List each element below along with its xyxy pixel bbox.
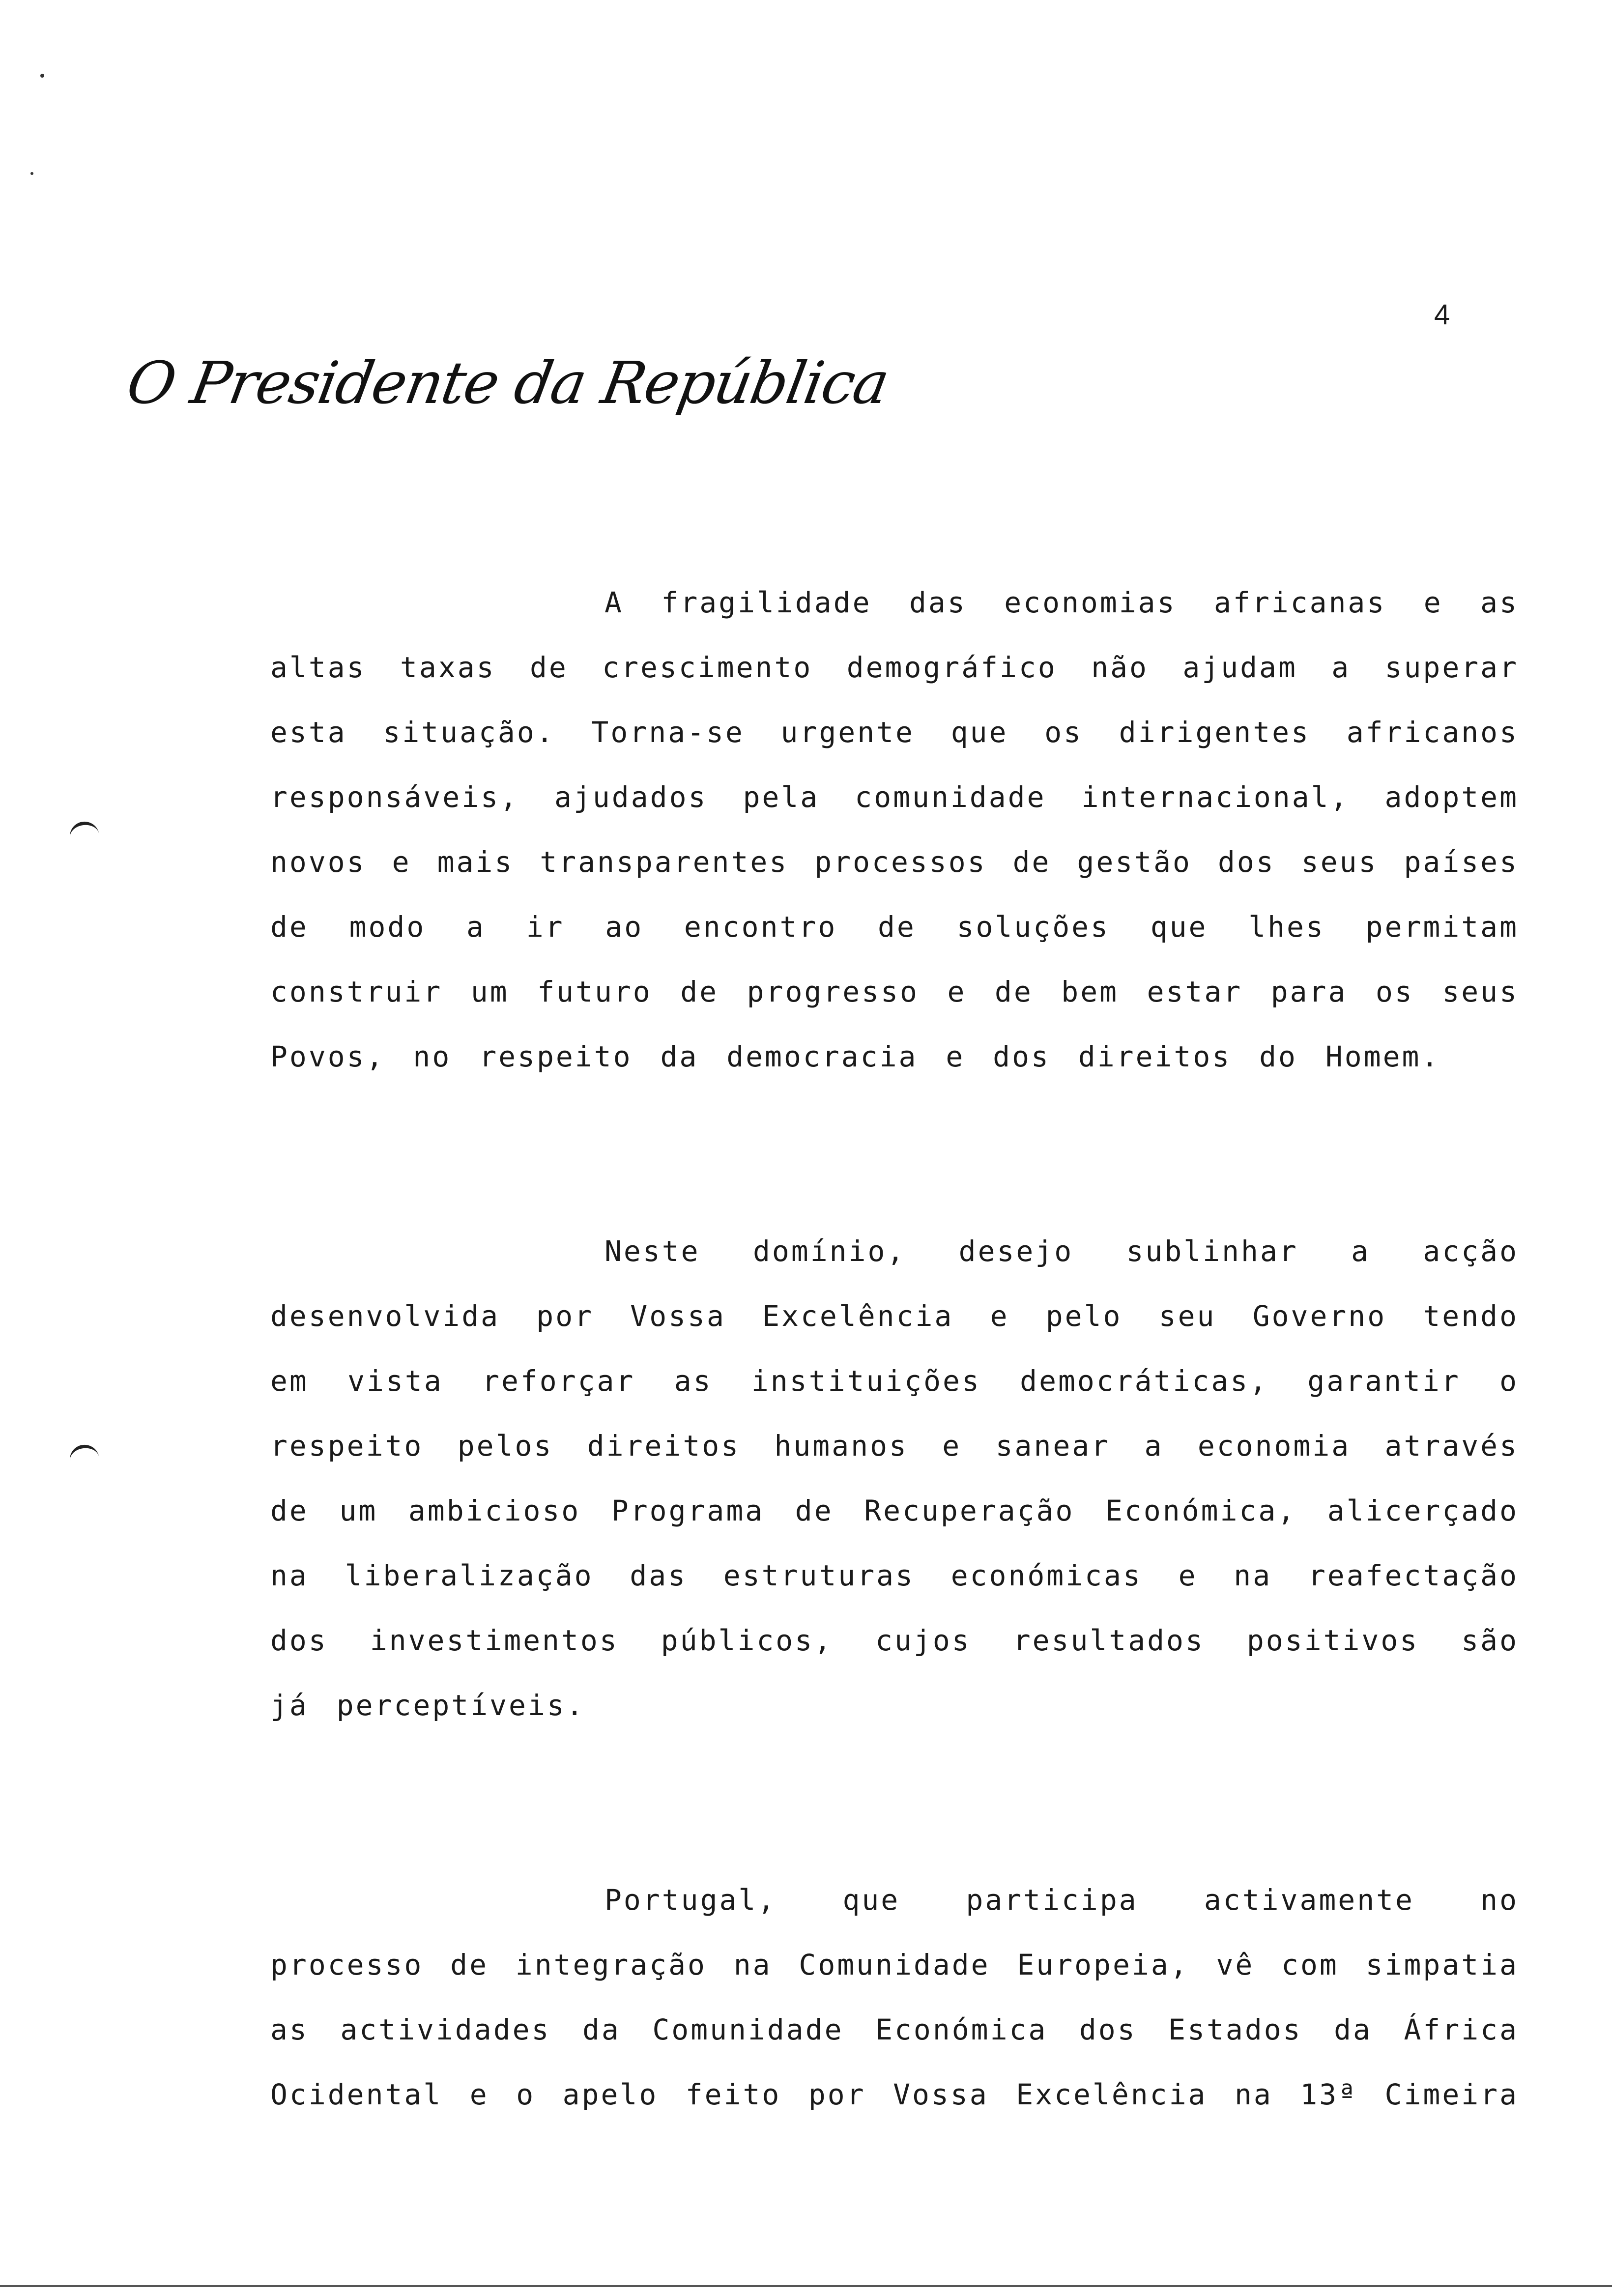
paragraph-2 <box>270 1219 1519 1738</box>
text-line: altas taxas de crescimento demográfico não ajudam a superar <box>270 651 1519 684</box>
paragraph-1 <box>270 570 1519 1089</box>
text-line: processo de integração na Comunidade Europeia, vê com simpatia <box>270 1948 1519 1981</box>
text-line: Neste domínio, desejo sublinhar a acção <box>604 1234 1519 1268</box>
scan-bottom-edge <box>0 2285 1612 2287</box>
text-line: Portugal, que participa activamente no <box>604 1883 1519 1917</box>
text-line: as actividades da Comunidade Económica dos Estados da África <box>270 2013 1519 2046</box>
text-line: já perceptíveis. <box>270 1689 585 1722</box>
paragraph-3 <box>270 1867 1519 2127</box>
text-line: Povos, no respeito da democracia e dos direitos do Homem. <box>270 1040 1440 1073</box>
scan-speck <box>40 74 44 78</box>
text-line: novos e mais transparentes processos de gestão dos seus países <box>270 845 1519 879</box>
text-line: esta situação. Torna-se urgente que os dirigentes africanos <box>270 716 1519 749</box>
letter-body <box>270 570 1519 2127</box>
text-line: desenvolvida por Vossa Excelência e pelo seu Governo tendo <box>270 1299 1519 1333</box>
letterhead-signature: O Presidente da República <box>122 349 893 417</box>
text-line: de modo a ir ao encontro de soluções que lhes permitam <box>270 910 1519 944</box>
page-number: 4 <box>1434 299 1450 331</box>
text-line: na liberalização das estruturas económicas e na reafectação <box>270 1559 1519 1592</box>
text-line: construir um futuro de progresso e de bem estar para os seus <box>270 975 1519 1008</box>
margin-punch-mark <box>68 820 99 839</box>
text-line: dos investimentos públicos, cujos resultados positivos são <box>270 1624 1519 1657</box>
scan-speck <box>30 172 33 175</box>
text-line: em vista reforçar as instituições democráticas, garantir o <box>270 1364 1519 1398</box>
text-line: responsáveis, ajudados pela comunidade internacional, adoptem <box>270 780 1519 814</box>
margin-punch-mark <box>68 1443 99 1462</box>
text-line: de um ambicioso Programa de Recuperação Económica, alicerçado <box>270 1494 1519 1527</box>
text-line: A fragilidade das economias africanas e as <box>604 586 1519 619</box>
text-line: respeito pelos direitos humanos e sanear a economia através <box>270 1429 1519 1463</box>
text-line: Ocidental e o apelo feito por Vossa Excelência na 13ª Cimeira <box>270 2078 1519 2111</box>
